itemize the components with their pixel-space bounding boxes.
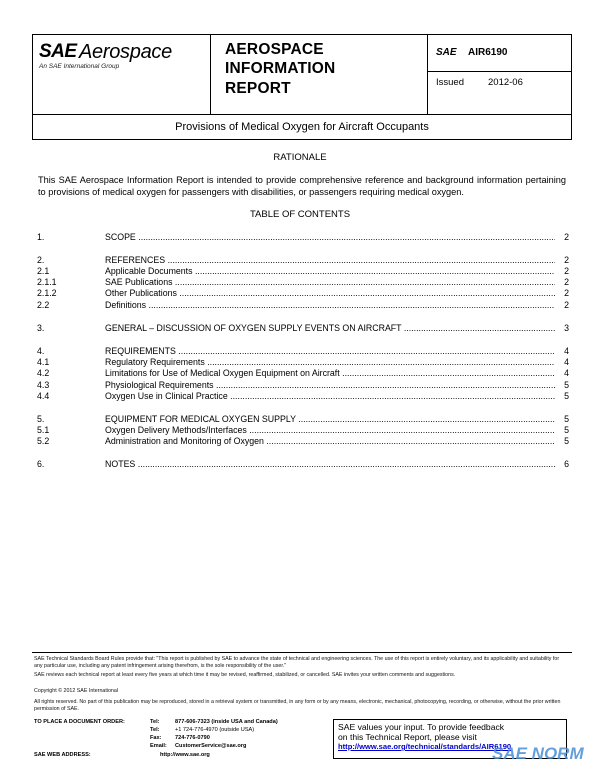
toc-title: SCOPE ..... [105,232,555,243]
toc-title: Oxygen Use in Clinical Practice ..... [105,391,555,402]
toc-number: 3. [37,323,45,333]
toc-page: 5 [557,436,569,447]
code-divider [428,71,571,72]
toc-row[interactable] [37,323,569,334]
toc-title: REFERENCES ..... [105,255,555,266]
toc-title: Administration and Monitoring of Oxygen ..... [105,436,555,447]
doc-code-cell [428,35,571,114]
toc-page: 4 [557,346,569,357]
toc-title: Definitions ..... [105,300,555,311]
toc-row[interactable] [37,425,569,436]
email-link[interactable]: CustomerService@sae.org [175,743,247,749]
toc-number: 4.3 [37,380,50,390]
report-header [32,34,572,115]
feedback-link[interactable]: http://www.sae.org/technical/standards/AIR6190 [338,742,512,751]
toc-row[interactable] [37,368,569,379]
document-title: Provisions of Medical Oxygen for Aircraft Occupants [32,114,572,140]
issued-label: Issued [436,77,464,88]
report-type-line-1: AEROSPACE [225,41,324,58]
footer-review-note: SAE reviews each technical report at least every five years at which time it may be revised, reaffirmed, stabilized, or cancelled. SAE invites your written comments and suggestions. [34,672,456,678]
toc-number: 1. [37,232,45,242]
toc-row[interactable] [37,266,569,277]
toc-row[interactable] [37,414,569,425]
toc-row[interactable] [37,391,569,402]
web-label: SAE WEB ADDRESS: [34,752,91,758]
toc-page: 2 [557,232,569,243]
toc-title: Oxygen Delivery Methods/Interfaces ..... [105,425,555,436]
toc-number: 2.1.2 [37,288,57,298]
feedback-line-2: on this Technical Report, please visit [338,732,477,742]
toc-title: EQUIPMENT FOR MEDICAL OXYGEN SUPPLY ..... [105,414,555,425]
toc-number: 2.1 [37,266,50,276]
tel-value: 877-606-7323 (inside USA and Canada) [175,719,278,725]
report-type-cell [211,35,428,114]
footer-copyright: Copyright © 2012 SAE International [34,688,118,694]
toc-title: Limitations for Use of Medical Oxygen Equipment on Aircraft ..... [105,368,555,379]
rationale-text: This SAE Aerospace Information Report is intended to provide comprehensive reference and background information pertaining to provisions of medical oxygen for passengers with disabilities, or passengers requiring medical oxygen. [38,175,566,197]
toc-title: SAE Publications ..... [105,277,555,288]
toc-number: 4.1 [37,357,50,367]
toc-page: 2 [557,277,569,288]
logo-cell [33,35,211,114]
toc-page: 2 [557,255,569,266]
toc-row[interactable] [37,380,569,391]
toc-row[interactable] [37,357,569,368]
document-number: AIR6190 [468,47,508,58]
toc-title: Other Publications ..... [105,288,555,299]
toc-number: 5. [37,414,45,424]
rationale-heading: RATIONALE [273,152,327,163]
toc-page: 2 [557,266,569,277]
toc-page: 5 [557,414,569,425]
toc-page: 4 [557,368,569,379]
toc-page: 3 [557,323,569,334]
toc-title: REQUIREMENTS ..... [105,346,555,357]
toc-page: 5 [557,425,569,436]
issued-date: 2012-06 [488,77,523,88]
tel2-value: +1 724-776-4970 (outside USA) [175,727,255,733]
toc-title: Applicable Documents ..... [105,266,555,277]
toc-number: 4. [37,346,45,356]
watermark-logo: SAE NORM [492,744,584,763]
toc-row[interactable] [37,288,569,299]
toc-row[interactable] [37,277,569,288]
toc-number: 2. [37,255,45,265]
report-type-line-2: INFORMATION [225,60,336,77]
order-label: TO PLACE A DOCUMENT ORDER: [34,719,125,725]
toc-page: 5 [557,391,569,402]
toc-number: 2.2 [37,300,50,310]
toc-title: Physiological Requirements ..... [105,380,555,391]
sae-small-logo: SAE [436,47,457,58]
logo-subtitle: An SAE International Group [39,63,120,70]
sae-logo-mark: SAE [39,41,77,62]
footer-disclaimer: SAE Technical Standards Board Rules provide that: "This report is published by SAE to advance the state of technical and engineering sciences. The use of this report is entirely voluntary, and its applicability and suitability for any particular use, including any patent infringement arising therefrom, is the sole responsibility of the user." [34,656,560,669]
fax-value: 724-776-0790 [175,735,210,741]
toc-title: Regulatory Requirements ..... [105,357,555,368]
toc-page: 2 [557,288,569,299]
toc-title: GENERAL – DISCUSSION OF OXYGEN SUPPLY EVENTS ON AIRCRAFT ..... [105,323,555,334]
feedback-line-1: SAE values your input. To provide feedback [338,722,505,732]
toc-number: 4.4 [37,391,50,401]
email-label: Email: [150,743,167,749]
toc-page: 4 [557,357,569,368]
toc-page: 2 [557,300,569,311]
toc-number: 4.2 [37,368,50,378]
toc-page: 6 [557,459,569,470]
fax-label: Fax: [150,735,162,741]
web-link[interactable]: http://www.sae.org [160,752,210,758]
toc-page: 5 [557,380,569,391]
toc-title: NOTES ..... [105,459,555,470]
toc-heading: TABLE OF CONTENTS [249,209,351,220]
toc-row[interactable] [37,300,569,311]
toc-row[interactable] [37,255,569,266]
toc-number: 5.2 [37,436,50,446]
toc-row[interactable] [37,232,569,243]
tel2-label: Tel: [150,727,160,733]
footer-rule [32,652,572,653]
footer-rights: All rights reserved. No part of this publication may be reproduced, stored in a retrieval system or transmitted, in any form or by any means, electronic, mechanical, photocopying, recording, or otherwise, without the prior written permission of SAE. [34,699,561,712]
toc-row[interactable] [37,436,569,447]
toc-number: 2.1.1 [37,277,57,287]
toc-number: 6. [37,459,45,469]
tel-label: Tel: [150,719,160,725]
report-type-line-3: REPORT [225,80,291,97]
toc-row[interactable] [37,346,569,357]
toc-row[interactable] [37,459,569,470]
aerospace-logo-text: Aerospace [79,41,172,63]
toc-number: 5.1 [37,425,50,435]
